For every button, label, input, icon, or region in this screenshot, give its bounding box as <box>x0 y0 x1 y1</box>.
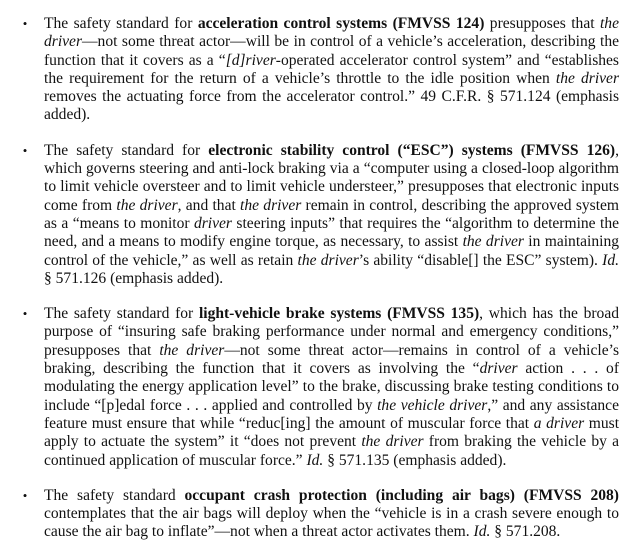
bullet-icon: • <box>22 487 28 503</box>
text-run: , which governs steering and anti-lock braking via a “computer using a closed-loop algorithm to limit vehicle oversteer and to limit vehicle understeer,” presupposes that electronic inputs come from <box>44 141 619 214</box>
emphasis-text: the driver <box>240 196 302 214</box>
text-run: , and that <box>177 196 241 214</box>
emphasis-text: the driver <box>44 15 619 51</box>
list-item-fmvss-124 <box>22 15 619 125</box>
text-run: contemplates that the air bags will deploy when the “vehicle is in a crash severe enough to cause the air bag to inflate”—not when a threat actor activates them. <box>44 505 619 541</box>
text-run: steering inputs” that requires the “algorithm to determine the need, and a means to modify engine torque, as necessary, to assist <box>44 214 620 251</box>
emphasis-text: the driver <box>297 251 359 269</box>
text-run: ,” and any assistance feature must ensure that while “reduc[ing] the amount of muscular force that <box>44 396 619 432</box>
paragraph-text <box>44 487 619 541</box>
text-run: removes the actuating force from the accelerator control.” 49 C.F.R. § 571.124 (emphasis added). <box>44 88 619 124</box>
emphasis-text: the driver <box>555 69 619 87</box>
emphasis-text: driver <box>479 360 518 378</box>
text-run: remain in control, describing the approved system as a “means to monitor <box>44 196 620 232</box>
text-run: -operated accelerator control system” and “establishes the requirement for the return of a vehicle’s throttle to the idle position when <box>44 51 619 87</box>
emphasis-text: Id. <box>306 451 324 469</box>
bold-text: occupant crash protection (including air bags) (FMVSS 208) <box>184 486 619 504</box>
bullet-list <box>0 15 639 559</box>
text-run: The safety standard for <box>44 141 209 159</box>
text-run: § 571.135 (emphasis added). <box>323 451 507 469</box>
text-run: The safety standard <box>44 486 185 504</box>
text-run: The safety standard for <box>44 15 198 32</box>
emphasis-text: Id. <box>602 251 619 269</box>
emphasis-text: Id. <box>473 523 491 541</box>
list-item-fmvss-126 <box>22 141 620 288</box>
paragraph-text <box>44 142 619 287</box>
bullet-icon: • <box>22 306 28 322</box>
bold-text: electronic stability control (“ESC”) systems (FMVSS 126) <box>208 141 616 159</box>
text-run: —not some threat actor—will be in control of a vehicle’s acceleration, describing the function that it covers as a “ <box>44 33 619 69</box>
emphasis-text: driver <box>193 214 232 232</box>
list-item-fmvss-208 <box>22 486 619 542</box>
text-run: —not some threat actor—remains in control of a vehicle’s braking, describing the function that it covers as involving the “ <box>44 341 619 378</box>
emphasis-text: the vehicle driver <box>377 396 488 414</box>
paragraph-text <box>44 305 619 468</box>
text-run: presupposes that <box>484 15 600 32</box>
emphasis-text: [d]river <box>225 51 276 69</box>
text-run: from braking the vehicle by a continued application of muscular force.” <box>44 433 620 469</box>
bold-text: acceleration control systems (FMVSS 124) <box>197 15 485 32</box>
emphasis-text: the driver <box>462 233 524 251</box>
emphasis-text: the driver <box>116 196 178 214</box>
text-run: The safety standard for <box>44 305 199 323</box>
text-run: § 571.208. <box>490 523 561 541</box>
text-run: action . . . of modulating the energy application level” to the brake, discussing brake testing conditions to include “[p]edal force . . . applied and controlled by <box>44 360 620 414</box>
emphasis-text: the driver <box>361 433 424 451</box>
text-run: , which has the broad purpose of “insuring safe braking performance under normal and emergency conditions,” presupposes that <box>44 305 620 359</box>
bold-text: light-vehicle brake systems (FMVSS 135) <box>198 305 480 323</box>
emphasis-text: a driver <box>533 414 585 432</box>
list-item-fmvss-135 <box>22 305 620 470</box>
text-run: in maintaining control of the vehicle,” as well as retain <box>44 233 619 269</box>
text-run: ’s ability “disable[] the ESC” system). <box>358 251 603 269</box>
bullet-icon: • <box>22 142 28 158</box>
emphasis-text: the driver <box>159 341 225 359</box>
bullet-icon: • <box>22 16 28 31</box>
text-run: must apply to actuate the system” it “does not prevent <box>44 414 620 451</box>
paragraph-text <box>44 15 619 123</box>
text-run: § 571.126 (emphasis added). <box>44 269 224 287</box>
